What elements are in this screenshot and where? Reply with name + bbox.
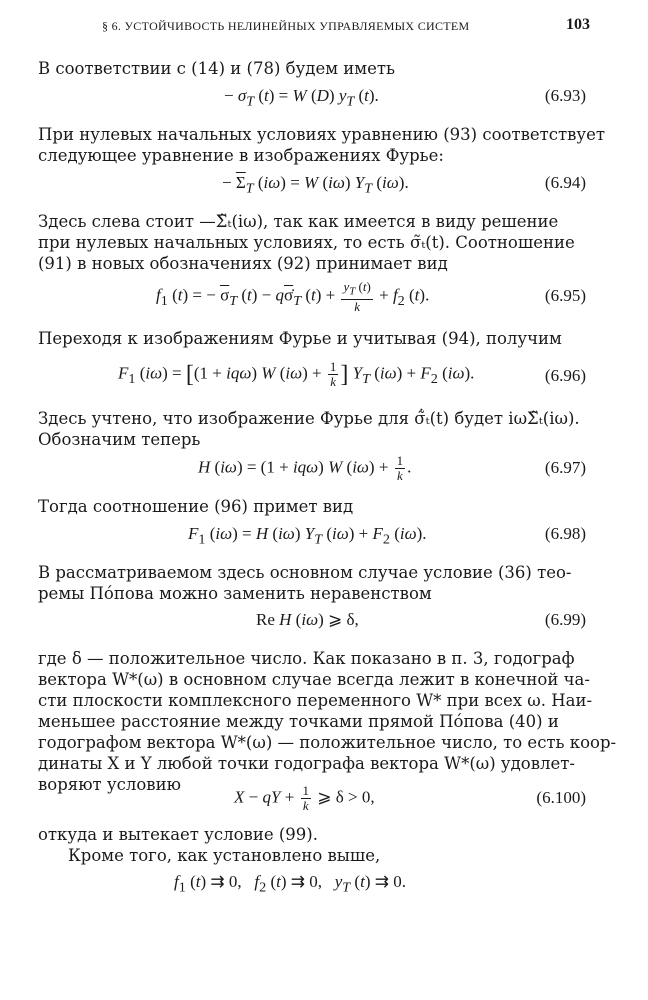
text-line: где δ — положительное число. Как показано в п. 3, годограф [38, 649, 575, 668]
text-line: откуда и вытекает условие (99). [38, 825, 318, 844]
equation-6-96 [38, 358, 586, 392]
running-header [0, 16, 648, 36]
paragraph-9 [38, 824, 586, 845]
text-line: годографом вектора W*(ω) — положительное число, то есть коор- [38, 733, 617, 752]
text-line: меньшее расстояние между точками прямой Пóпова (40) и [38, 712, 559, 731]
equation-formula: $F_1$ (iω) = [(1 + iqω) W (iω) + $\frac{1}{k}$ ] $Y_T$ $(i\omega) + F_2$ (iω). [118, 359, 475, 389]
paragraph-5 [38, 408, 586, 450]
equation-number: (6.99) [544, 610, 586, 629]
equation-formula: − $\sigma_T$ (t) = W (D) $y_T$ (t). [224, 86, 379, 110]
text-line: Здесь учтено, что изображение Фурье для σ̃̇ₜ(t) будет iωΣ̃ₜ(iω). [38, 409, 580, 428]
paragraph-1 [38, 58, 586, 79]
equation-limits [38, 872, 586, 900]
paragraph-2 [38, 124, 606, 166]
equation-6-94 [38, 173, 586, 201]
equation-formula: $f_1$ (t) ⇉ 0, $f_2$ (t) ⇉ 0, $y_T$ (t) ⇉ 0. [174, 872, 406, 896]
equation-formula: X − qY + $\frac{1}{k}$ ⩾ δ > 0, [234, 783, 375, 813]
equation-number: (6.94) [544, 173, 586, 192]
text-line: вектора W*(ω) в основном случае всегда лежит в конечной ча- [38, 670, 590, 689]
equation-number: (6.95) [544, 286, 586, 305]
equation-6-99 [38, 610, 586, 638]
text-line: Переходя к изображениям Фурье и учитывая (94), получим [38, 329, 562, 348]
text-line: при нулевых начальных условиях, то есть σ̃ₜ(t). Соотношение [38, 233, 575, 252]
paragraph-4 [38, 328, 586, 349]
paragraph-10 [38, 845, 586, 866]
equation-6-95 [38, 278, 586, 318]
equation-formula: Re H (iω) ⩾ δ, [256, 610, 359, 629]
text-line: Здесь слева стоит —Σ̃ₜ(iω), так как имеется в виду решение [38, 212, 559, 231]
equation-number: (6.98) [544, 524, 586, 543]
paragraph-6 [38, 496, 586, 517]
text-line: При нулевых начальных условиях уравнению (93) соответствует [38, 125, 606, 144]
equation-6-100 [38, 782, 586, 816]
equation-6-98 [38, 524, 586, 552]
text-line: воряют условию [38, 775, 181, 794]
equation-formula: H (iω) = (1 + iqω) W (iω) + $\frac{1}{k}$ . [198, 453, 412, 483]
text-line: (91) в новых обозначениях (92) принимает вид [38, 254, 448, 273]
equation-number: (6.96) [544, 366, 586, 385]
equation-6-93 [38, 86, 586, 114]
text-line: В рассматриваемом здесь основном случае условие (36) тео- [38, 563, 572, 582]
text-line: В соответствии с (14) и (78) будем иметь [38, 59, 395, 78]
section-title: § 6. УСТОЙЧИВОСТЬ НЕЛИНЕЙНЫХ УПРАВЛЯЕМЫХ СИСТЕМ [102, 19, 470, 33]
page-number: 103 [566, 16, 590, 33]
text-line: сти плоскости комплексного переменного W* при всех ω. Наи- [38, 691, 593, 710]
equation-number: (6.97) [544, 458, 586, 477]
paragraph-7 [38, 562, 586, 604]
text-line: Кроме того, как установлено выше, [68, 846, 381, 865]
text-line: следующее уравнение в изображениях Фурье: [38, 146, 444, 165]
text-line: Тогда соотношение (96) примет вид [38, 497, 354, 516]
equation-number: (6.93) [544, 86, 586, 105]
text-line: динаты X и Y любой точки годографа вектора W*(ω) удовлет- [38, 754, 575, 773]
text-line: ремы Пóпова можно заменить неравенством [38, 584, 432, 603]
equation-6-97 [38, 452, 586, 486]
paragraph-8 [38, 648, 617, 795]
equation-number: (6.100) [536, 788, 586, 807]
equation-formula: $F_1$ (iω) = H (iω) $Y_T$ $(i\omega) + F_2$ (iω). [188, 524, 427, 548]
equation-formula: − $\overline{\Sigma}_T$ (iω) = W (iω) $Y_T$ (iω). [222, 173, 409, 197]
text-line: Обозначим теперь [38, 430, 201, 449]
paragraph-3 [38, 211, 586, 274]
equation-formula: $f_1$ (t) = − $\overline{\sigma}_T$ $(t) - q\overline{\sigma}_T$ (t) + $\frac{y_T (t)}{k}$ + $f_2$ (t). [156, 279, 430, 314]
